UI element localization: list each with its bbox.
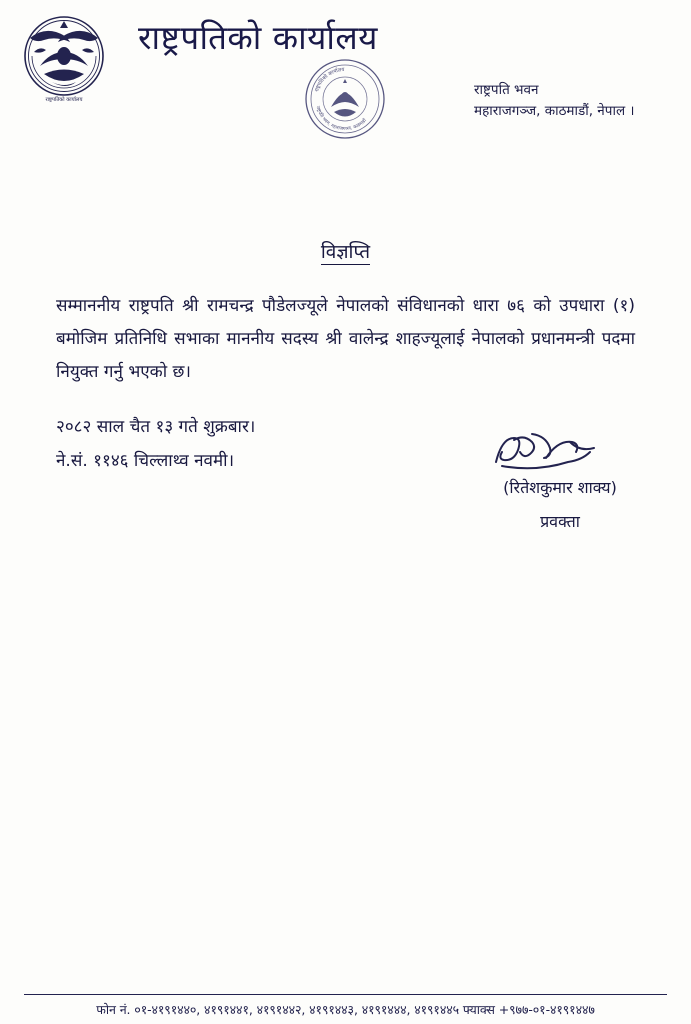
date-nepal-sambat: ने.सं. ११४६ चिल्लाथ्व नवमी।: [56, 450, 235, 471]
document-heading-text: विज्ञप्ति: [320, 241, 371, 263]
organization-title: राष्ट्रपतिको कार्यालय: [138, 18, 378, 57]
address-line-1: राष्ट्रपति भवन: [474, 82, 539, 98]
document-heading: [0, 238, 691, 264]
signature-block: [470, 430, 650, 532]
page-footer: [0, 994, 691, 1024]
announcement-paragraph: सम्माननीय राष्ट्रपति श्री रामचन्द्र पौडेलज्यूले नेपालको संविधानको धारा ७६ को उपधारा (१) बमोजिम प्रतिनिधि सभाका माननीय सदस्य श्री वालेन्द्र शाहज्यूलाई नेपालको प्रधानमन्त्री पदमा नियुक्त गर्नु भएको छ।: [56, 296, 635, 383]
spokesperson-name: (रितेशकुमार शाक्य): [503, 478, 617, 497]
svg-text:राष्ट्रपतिको कार्यालय: राष्ट्रपतिको कार्यालय: [45, 97, 83, 103]
document-body: [56, 290, 635, 389]
office-address: [474, 80, 635, 122]
official-round-seal: [285, 58, 405, 140]
letterhead: [0, 0, 691, 140]
date-bikram-sambat: २०८२ साल चैत १३ गते शुक्रबार।: [56, 417, 256, 438]
svg-text:राष्ट्रपतिको कार्यालय: राष्ट्रपतिको कार्यालय: [314, 66, 345, 93]
handwritten-signature-icon: [470, 430, 650, 476]
footer-contact-line: फोन नं. ०१-४१९१४४०, ४१९१४४१, ४१९१४४२, ४१९१४४३, ४१९१४४४, ४१९१४४५ फ्याक्स +९७७-०१-४१९१४४७: [96, 1002, 595, 1017]
footer-divider: [24, 994, 667, 995]
nepal-emblem-icon: [14, 8, 114, 108]
spokesperson-role: प्रवक्ता: [540, 512, 580, 531]
address-line-2: महाराजगञ्ज, काठमाडौं, नेपाल ।: [474, 102, 635, 119]
svg-text:राष्ट्रपति भवन, महाराजगञ्ज, का: राष्ट्रपति भवन, महाराजगञ्ज, काठमाडौं: [314, 105, 368, 133]
